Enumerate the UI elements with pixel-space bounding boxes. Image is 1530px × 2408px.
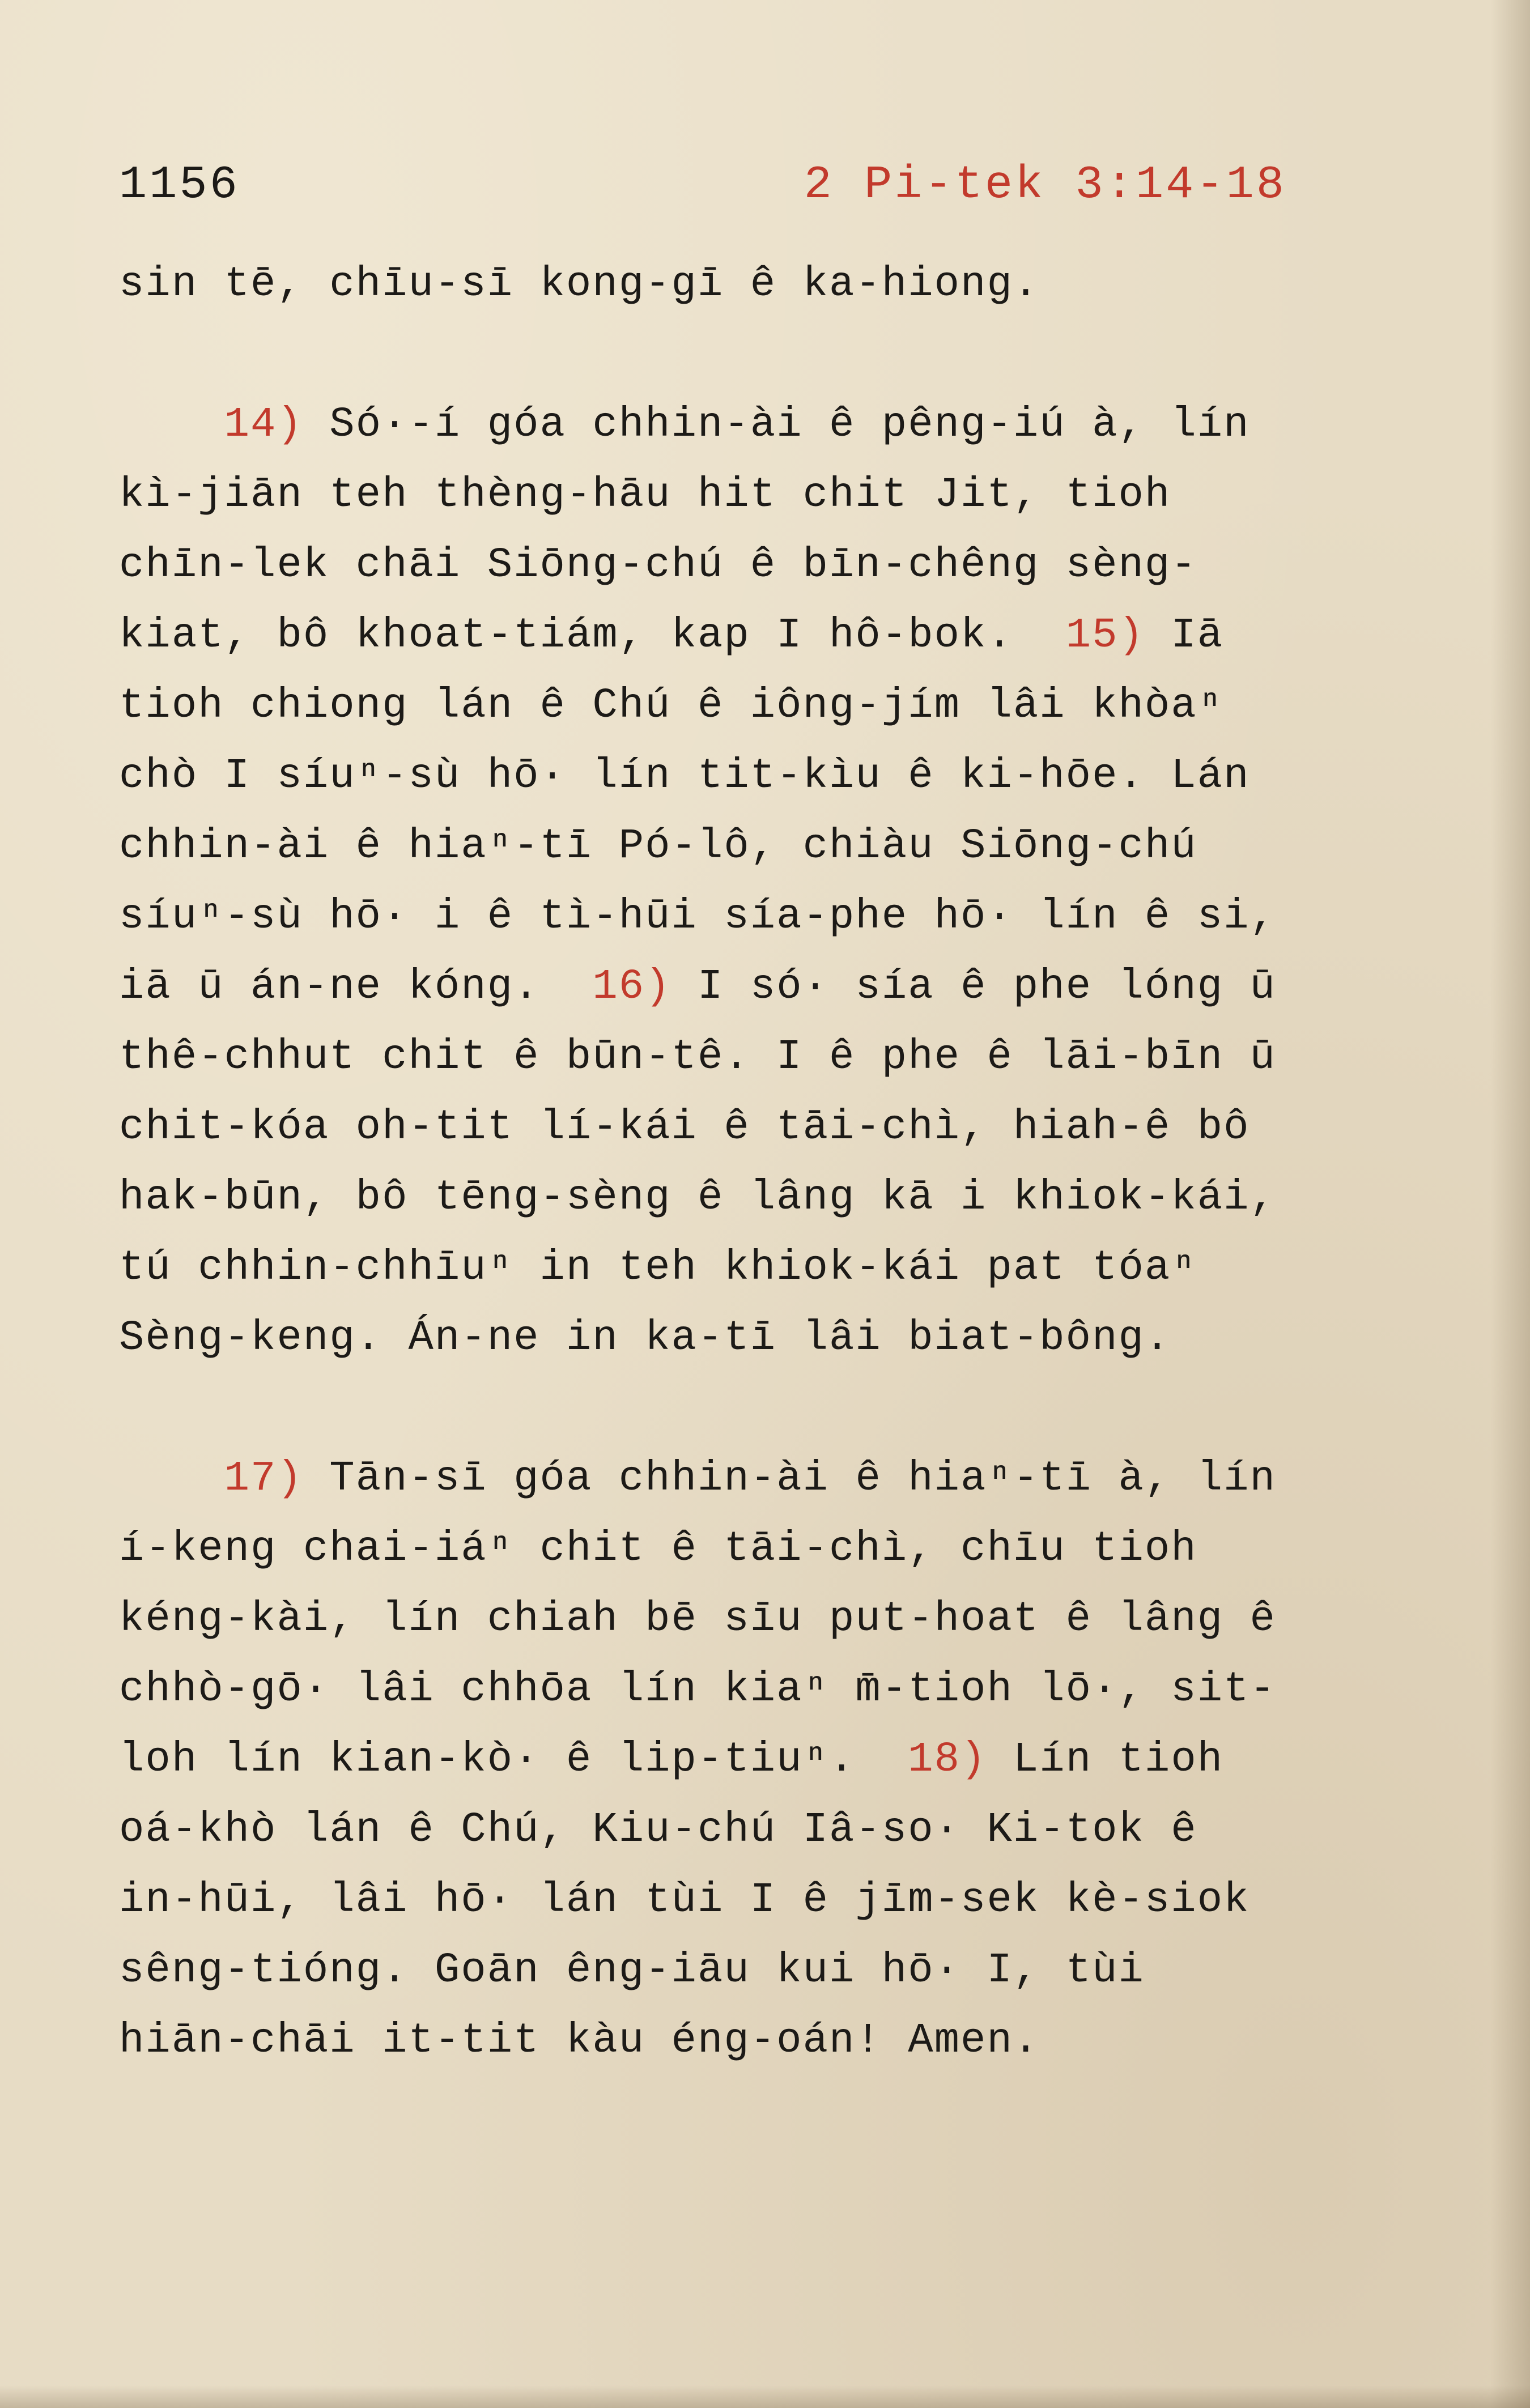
page-bottom-edge	[0, 2385, 1530, 2408]
page-header	[119, 159, 1286, 221]
page-edge-shadow	[1490, 0, 1530, 2408]
text-line: kì-jiān teh thèng-hāu hit chit Jit, tioh	[119, 471, 1171, 519]
text-line: chīn-lek chāi Siōng-chú ê bīn-chêng sèng-	[119, 542, 1197, 589]
text-line: í-keng chai-iáⁿ chit ê tāi-chì, chīu tioh	[119, 1525, 1197, 1573]
text-line: hak-būn, bô tēng-sèng ê lâng kā i khiok-kái,	[119, 1174, 1276, 1222]
text-run: Tān-sī góa chhin-ài ê hiaⁿ-tī à, lín	[329, 1455, 1276, 1503]
text-run: I só· sía ê phe lóng ū	[698, 963, 1276, 1011]
text-line: kéng-kài, lín chiah bē sīu put-hoat ê lâng ê	[119, 1596, 1276, 1643]
text-line: sêng-tióng. Goān êng-iāu kui hō· I, tùi	[119, 1947, 1145, 1994]
text-line	[119, 601, 1354, 671]
text-line: chhò-gō· lâi chhōa lín kiaⁿ m̄-tioh lō·, sit-	[119, 1666, 1276, 1713]
text-line	[119, 1725, 1354, 1795]
text-run: Lín tioh	[1013, 1736, 1224, 1784]
text-line: tioh chiong lán ê Chú ê iông-jím lâi khòaⁿ	[119, 682, 1224, 730]
paragraph-gap	[119, 320, 1354, 390]
body-text	[119, 249, 1354, 2076]
text-run: Só·-í góa chhin-ài ê pêng-iú à, lín	[329, 401, 1250, 449]
text-run: iā ū án-ne kóng.	[119, 963, 540, 1011]
verse-number: 14)	[224, 401, 303, 449]
text-line: síuⁿ-sù hō· i ê tì-hūi sía-phe hō· lín ê si,	[119, 893, 1276, 941]
text-run: Iā	[1171, 612, 1224, 660]
text-line: thê-chhut chit ê būn-tê. I ê phe ê lāi-bīn ū	[119, 1033, 1276, 1081]
text-line	[119, 390, 1354, 460]
text-line: sin tē, chīu-sī kong-gī ê ka-hiong.	[119, 261, 1040, 308]
text-run: loh lín kian-kò· ê lip-tiuⁿ.	[119, 1736, 856, 1784]
running-head: 2 Pi-tek 3:14-18	[804, 159, 1286, 211]
page-number: 1156	[119, 159, 240, 211]
text-line: tú chhin-chhīuⁿ in teh khiok-kái pat tóaⁿ	[119, 1244, 1197, 1292]
text-line: chit-kóa oh-tit lí-kái ê tāi-chì, hiah-ê bô	[119, 1104, 1250, 1151]
verse-number: 15)	[1065, 612, 1145, 660]
text-line	[119, 1444, 1354, 1514]
text-line: chò I síuⁿ-sù hō· lín tit-kìu ê ki-hōe. Lán	[119, 752, 1250, 800]
text-line: oá-khò lán ê Chú, Kiu-chú Iâ-so· Ki-tok ê	[119, 1806, 1197, 1854]
text-line	[119, 952, 1354, 1022]
verse-number: 18)	[908, 1736, 987, 1784]
text-line: Sèng-keng. Án-ne in ka-tī lâi biat-bông.	[119, 1314, 1171, 1362]
paragraph-gap	[119, 1373, 1354, 1444]
verse-number: 17)	[224, 1455, 303, 1503]
text-line: chhin-ài ê hiaⁿ-tī Pó-lô, chiàu Siōng-chú	[119, 823, 1197, 870]
text-run: kiat, bô khoat-tiám, kap I hô-bok.	[119, 612, 1013, 660]
text-line: in-hūi, lâi hō· lán tùi I ê jīm-sek kè-siok	[119, 1877, 1250, 1924]
verse-number: 16)	[592, 963, 672, 1011]
text-line: hiān-chāi it-tit kàu éng-oán! Amen.	[119, 2017, 1040, 2065]
